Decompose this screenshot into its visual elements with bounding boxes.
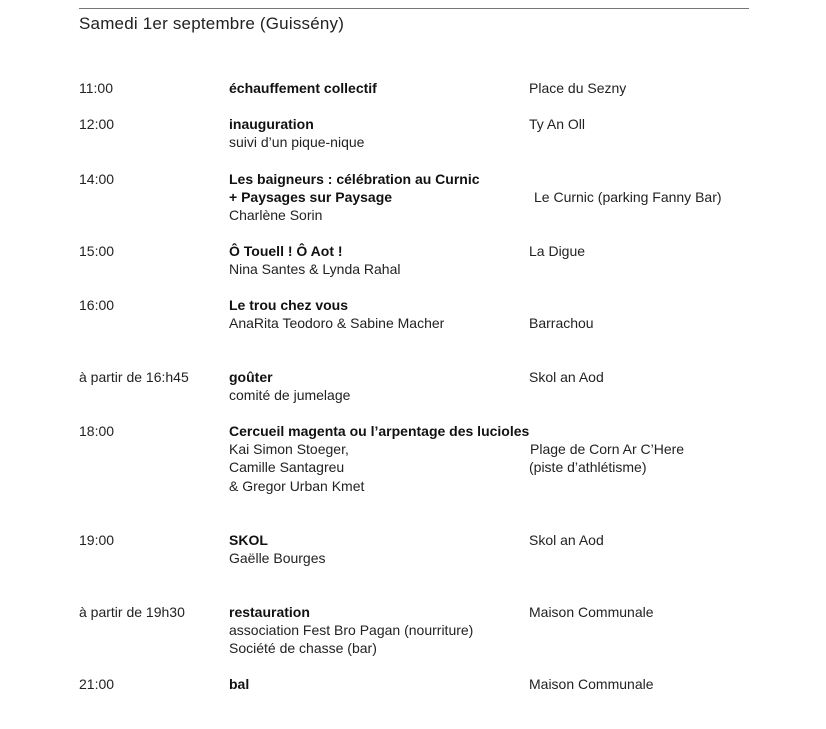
event-detail: AnaRita Teodoro & Sabine Macher	[229, 315, 445, 331]
event-title: Cercueil magenta ou l’arpentage des lucioles	[229, 423, 530, 439]
event-location: Skol an Aod	[529, 369, 604, 385]
event-location: La Digue	[529, 243, 586, 259]
entry-time: 18:00	[79, 423, 115, 439]
event-location: Le Curnic (parking Fanny Bar)	[534, 189, 722, 205]
event-detail: Kai Simon Stoeger,	[229, 441, 349, 457]
event-detail: suivi d’un pique-nique	[229, 134, 365, 150]
event-location: Maison Communale	[529, 676, 654, 692]
entry-time: à partir de 19h30	[79, 604, 185, 620]
event-title: échauffement collectif	[229, 80, 377, 96]
event-detail: Charlène Sorin	[229, 207, 323, 223]
event-title: Ô Touell ! Ô Aot !	[229, 243, 343, 259]
event-detail: Camille Santagreu	[229, 459, 345, 475]
event-location: Skol an Aod	[529, 532, 604, 548]
event-title-line-2: + Paysages sur Paysage	[229, 189, 393, 205]
event-title: bal	[229, 676, 250, 692]
event-title: Les baigneurs : célébration au Curnic	[229, 171, 480, 187]
event-location-line-2: (piste d’athlétisme)	[529, 459, 647, 475]
event-location: Plage de Corn Ar C’Here	[530, 441, 685, 457]
event-detail: Gaëlle Bourges	[229, 550, 326, 566]
event-location: Ty An Oll	[529, 116, 586, 132]
entry-time: 15:00	[79, 243, 115, 259]
entry-time: 21:00	[79, 676, 115, 692]
top-rule	[79, 8, 749, 9]
event-location: Barrachou	[529, 315, 594, 331]
event-detail: & Gregor Urban Kmet	[229, 478, 365, 494]
event-location: Maison Communale	[529, 604, 654, 620]
page-title: Samedi 1er septembre (Guissény)	[79, 14, 345, 33]
entry-time: à partir de 16:h45	[79, 369, 189, 385]
event-detail: comité de jumelage	[229, 387, 351, 403]
entry-time: 19:00	[79, 532, 115, 548]
entry-time: 12:00	[79, 116, 115, 132]
event-detail: association Fest Bro Pagan (nourriture)	[229, 622, 474, 638]
event-detail: Société de chasse (bar)	[229, 640, 377, 656]
entry-time: 11:00	[79, 80, 113, 96]
event-title: restauration	[229, 604, 310, 620]
event-title: inauguration	[229, 116, 314, 132]
event-title: goûter	[229, 369, 273, 385]
event-title: Le trou chez vous	[229, 297, 349, 313]
entry-time: 16:00	[79, 297, 115, 313]
event-location: Place du Sezny	[529, 80, 627, 96]
entry-time: 14:00	[79, 171, 115, 187]
event-title: SKOL	[229, 532, 268, 548]
event-detail: Nina Santes & Lynda Rahal	[229, 261, 401, 277]
